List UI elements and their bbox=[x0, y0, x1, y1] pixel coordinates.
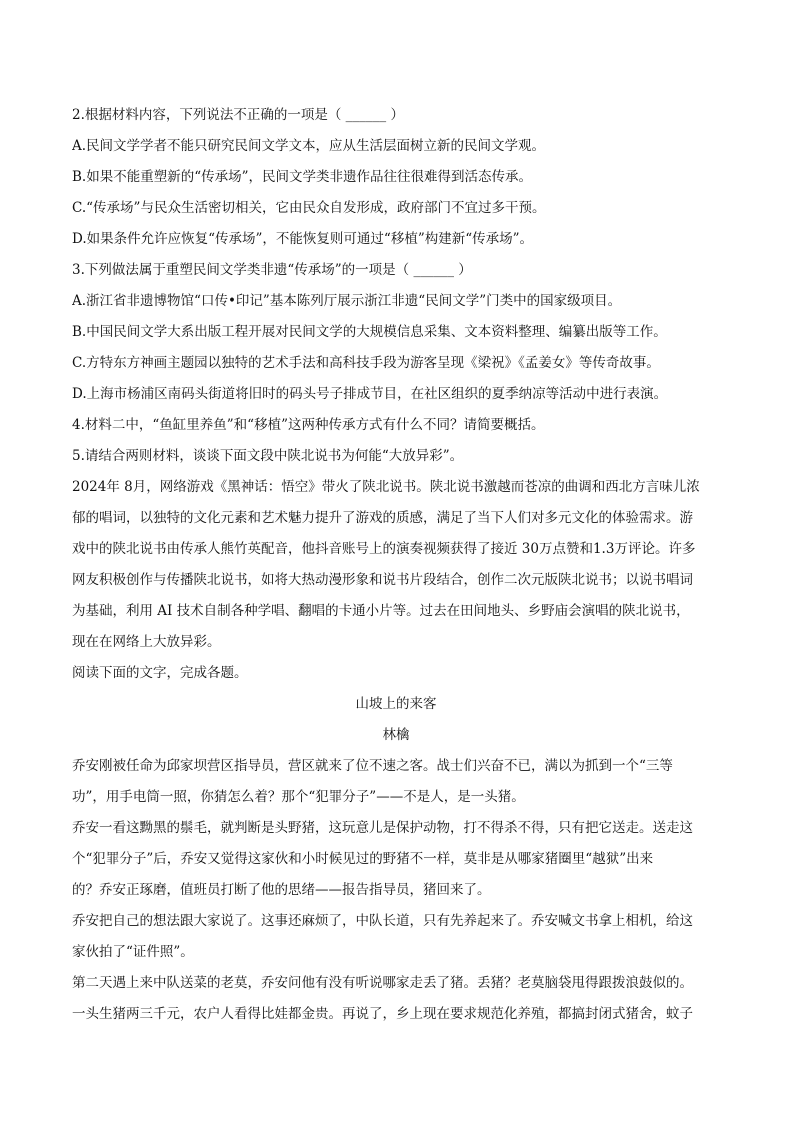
story-author: 林檎 bbox=[382, 727, 410, 743]
story-line-4: 个“犯罪分子”后，乔安又觉得这家伙和小时候见过的野猪不一样，莫非是从哪家猪圈里“越狱”出来 bbox=[72, 851, 654, 867]
question-3-option-b: B.中国民间文学大系出版工程开展对民间文学的大规模信息采集、文本资料整理、编纂出版等工作。 bbox=[72, 324, 667, 340]
passage-line-6: 现在在网络上大放异彩。 bbox=[72, 634, 221, 650]
question-3-stem: 3.下列做法属于重塑民间文学类非遗“传承场”的一项是（ ______ ） bbox=[72, 262, 472, 278]
story-line-2: 功”，用手电筒一照，你猜怎么着？那个“犯罪分子”——不是人，是一头猪。 bbox=[72, 789, 525, 805]
reading-instruction: 阅读下面的文字，完成各题。 bbox=[72, 665, 248, 681]
passage-line-2: 郁的唱词，以独特的文化元素和艺术魅力提升了游戏的质感，满足了当下人们对多元文化的体验需求。游 bbox=[72, 510, 693, 526]
question-3-option-d: D.上海市杨浦区南码头街道将旧时的码头号子排成节目，在社区组织的夏季纳凉等活动中进行表演。 bbox=[72, 386, 668, 402]
passage-line-3: 戏中的陕北说书由传承人熊竹英配音，他抖音账号上的演奏视频获得了接近 30万点赞和1.3万评论。许多 bbox=[72, 541, 696, 557]
story-line-5: 的？乔安正琢磨，值班员打断了他的思绪——报告指导员，猪回来了。 bbox=[72, 882, 491, 898]
story-line-9: 一头生猪两三千元，农户人看得比娃都金贵。再说了，乡上现在要求规范化养殖，都搞封闭式猪舍，蚊子 bbox=[72, 1006, 693, 1022]
document-page bbox=[72, 100, 720, 1030]
story-line-8: 第二天遇上来中队送菜的老莫，乔安问他有没有听说哪家走丢了猪。丢猪？老莫脑袋甩得跟拨浪鼓似的。 bbox=[72, 975, 693, 991]
question-2-option-c: C.“传承场”与民众生活密切相关，它由民众自发形成，政府部门不宜过多干预。 bbox=[72, 200, 546, 216]
question-2-option-a: A.民间文学学者不能只研究民间文学文本，应从生活层面树立新的民间文学观。 bbox=[72, 138, 546, 154]
passage-line-1: 2024年 8月，网络游戏《黑神话：悟空》带火了陕北说书。陕北说书激越而苍凉的曲调和西北方言味儿浓 bbox=[72, 479, 700, 495]
question-2-option-b: B.如果不能重塑新的“传承场”，民间文学类非遗作品往往很难得到活态传承。 bbox=[72, 169, 533, 185]
story-title: 山坡上的来客 bbox=[355, 696, 437, 712]
question-4-stem: 4.材料二中，“鱼缸里养鱼”和“移植”这两种传承方式有什么不同？请简要概括。 bbox=[72, 417, 545, 433]
story-line-1: 乔安刚被任命为邱家坝营区指导员，营区就来了位不速之客。战士们兴奋不已，满以为抓到一个“三等 bbox=[72, 758, 673, 774]
question-3-option-c: C.方特东方神画主题园以独特的艺术手法和高科技手段为游客呈现《梁祝》《孟姜女》等传奇故事。 bbox=[72, 355, 660, 371]
story-line-6: 乔安把自己的想法跟大家说了。这事还麻烦了，中队长道，只有先养起来了。乔安喊文书拿上相机，给这 bbox=[72, 913, 693, 929]
question-2-option-d: D.如果条件允许应恢复“传承场”，不能恢复则可通过“移植”构建新“传承场”。 bbox=[72, 231, 534, 247]
passage-line-5: 为基础，利用 AI 技术自制各种学唱、翻唱的卡通小片等。过去在田间地头、乡野庙会演唱的陕北说书， bbox=[72, 603, 690, 619]
question-2-stem: 2.根据材料内容，下列说法不正确的一项是（ ______ ） bbox=[72, 107, 404, 123]
question-5-stem: 5.请结合两则材料，谈谈下面文段中陕北说书为何能“大放异彩”。 bbox=[72, 448, 464, 464]
story-line-3: 乔安一看这黝黑的鬃毛，就判断是头野猪，这玩意儿是保护动物，打不得杀不得，只有把它送走。送走这 bbox=[72, 820, 693, 836]
question-3-option-a: A.浙江省非遗博物馆“口传•印记”基本陈列厅展示浙江非遗“民间文学”门类中的国家级项目。 bbox=[72, 293, 622, 309]
story-line-7: 家伙拍了“证件照”。 bbox=[72, 944, 194, 960]
passage-line-4: 网友积极创作与传播陕北说书，如将大热动漫形象和说书片段结合，创作二次元版陕北说书；以说书唱词 bbox=[72, 572, 693, 588]
